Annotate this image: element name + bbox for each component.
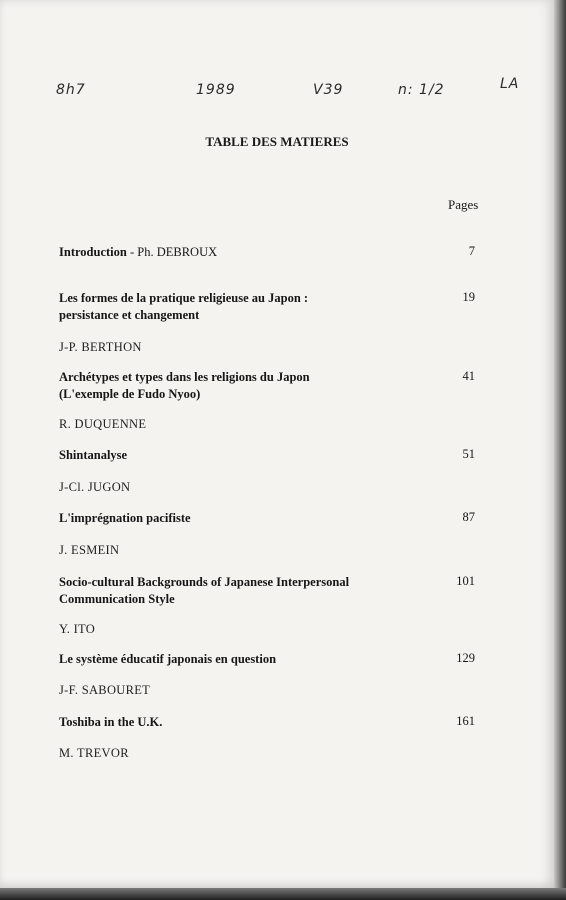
page-number: 87: [462, 510, 475, 524]
page-number: 161: [456, 714, 475, 728]
toc-entry-title: [59, 244, 399, 261]
entry-title-line: Toshiba in the U.K.: [59, 715, 163, 729]
toc-entry-title: [59, 290, 399, 324]
entry-author: J-P. BERTHON: [59, 340, 142, 354]
entry-title-line: Communication Style: [59, 592, 175, 606]
toc-entry-title: [59, 510, 399, 527]
entry-title-bold: Introduction: [59, 245, 127, 259]
scan-edge-bottom: [0, 888, 566, 900]
page-number: 51: [462, 447, 475, 461]
page-number: 7: [468, 244, 475, 258]
handwritten-number: n: 1/2: [398, 82, 445, 98]
handwritten-volume: V39: [313, 82, 344, 98]
entry-author: Y. ITO: [59, 622, 96, 636]
entry-title-line: Shintanalyse: [59, 448, 128, 462]
entry-title-line: Socio-cultural Backgrounds of Japanese Interpersonal: [59, 575, 350, 589]
entry-author: J-Cl. JUGON: [59, 480, 131, 494]
entry-title-line: Le système éducatif japonais en question: [59, 652, 277, 666]
toc-title: TABLE DES MATIERES: [205, 134, 349, 149]
toc-entry-title: [59, 574, 419, 608]
entry-author: R. DUQUENNE: [59, 417, 147, 431]
handwritten-code: 8h7: [56, 82, 86, 98]
toc-entry-title: [59, 369, 399, 403]
toc-entry-title: [59, 714, 399, 731]
page-number: 41: [462, 369, 475, 383]
page-number: 101: [456, 574, 475, 588]
entry-title-line: Les formes de la pratique religieuse au Japon :: [59, 291, 309, 305]
entry-author: M. TREVOR: [59, 746, 129, 760]
entry-title-line: (L'exemple de Fudo Nyoo): [59, 387, 201, 401]
page-number: 19: [462, 290, 475, 304]
toc-entry-title: [59, 447, 399, 464]
entry-title-line: Archétypes et types dans les religions du Japon: [59, 370, 310, 384]
toc-entry-title: [59, 651, 399, 668]
pages-column-header: Pages: [448, 197, 479, 212]
entry-title-line: L'imprégnation pacifiste: [59, 511, 191, 525]
handwritten-year: 1989: [196, 82, 236, 98]
entry-author: J. ESMEIN: [59, 543, 120, 557]
entry-title-line: persistance et changement: [59, 308, 200, 322]
handwritten-initials: LA: [500, 76, 520, 92]
entry-author: J-F. SABOURET: [59, 683, 151, 697]
scan-edge-right: [554, 0, 566, 900]
page-number: 129: [456, 651, 475, 665]
entry-title-author: - Ph. DEBROUX: [126, 245, 218, 259]
